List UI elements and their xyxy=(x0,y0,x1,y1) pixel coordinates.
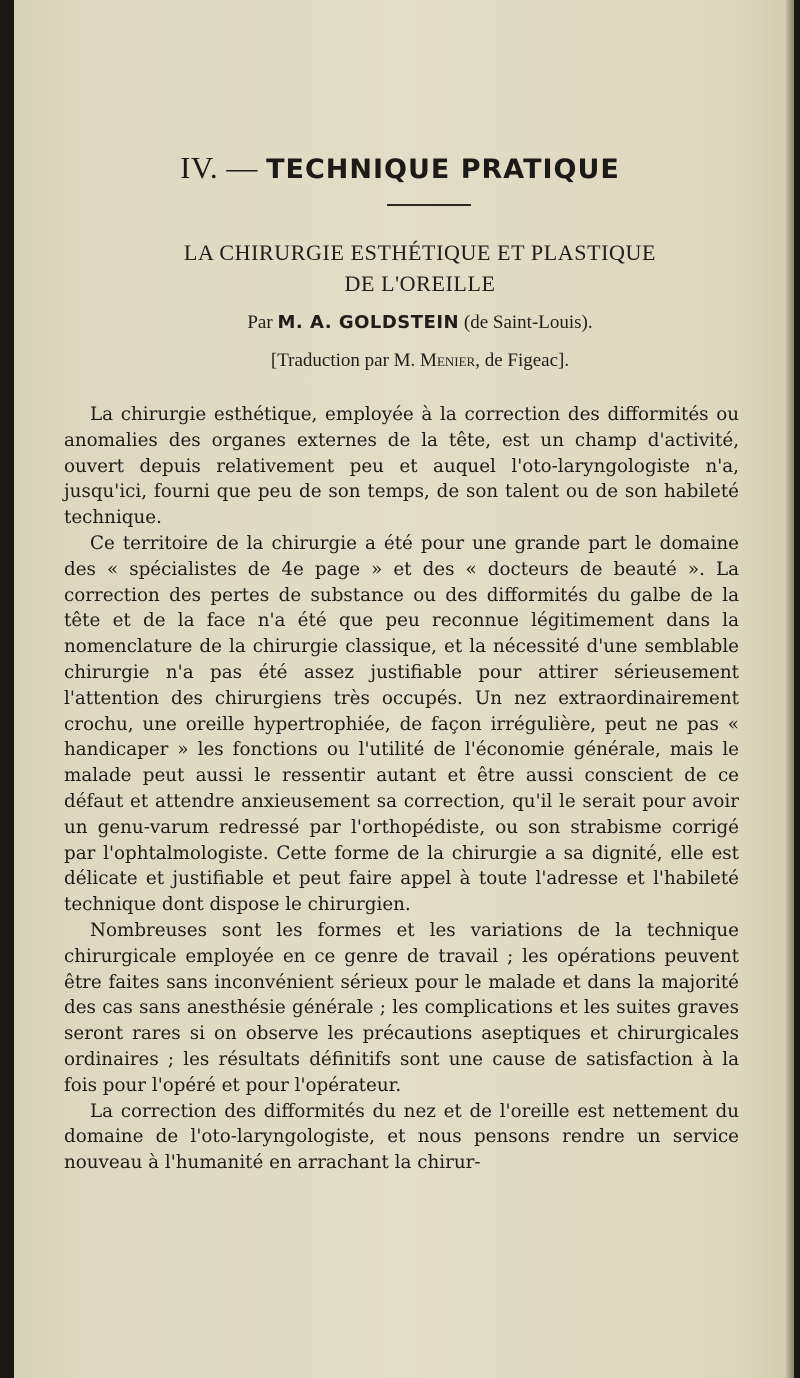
section-title-text: TECHNIQUE PRATIQUE xyxy=(266,154,620,185)
paragraph: La chirurgie esthétique, employée à la correction des difformités ou anomalies des organes externes de la tête, est un champ d'activité, ouvert depuis relativement peu et auquel l'oto-laryngologiste n'a, jusqu'ici, fourni que peu de son temps, de son talent ou de son habileté technique. xyxy=(64,404,739,529)
article-title-line-1: LA CHIRURGIE ESTHÉTIQUE ET PLASTIQUE xyxy=(183,240,657,265)
byline xyxy=(0,312,800,334)
section-title xyxy=(0,150,800,186)
translator-name: Menier xyxy=(420,350,476,371)
article-body xyxy=(64,402,739,1176)
article-title-line-2: DE L'OREILLE xyxy=(344,271,496,296)
paragraph: La correction des difformités du nez et de l'oreille est nettement du domaine de l'oto-laryngologiste, et nous pensons rendre un service nouveau à l'humanité en arrachant la chirur- xyxy=(64,1100,739,1174)
author-name: M. A. GOLDSTEIN xyxy=(277,312,460,333)
translation-suffix: , de Figeac]. xyxy=(475,350,570,371)
paragraph: Ce territoire de la chirurgie a été pour une grande part le domaine des « spécialistes de 4e page » et des « docteurs de beauté ». La correction des pertes de substance ou des difformités du galbe de la tête et de la face n'a été que peu reconnue légitimement dans la nomenclature de la chirurgie classique, et la nécessité d'une semblable chirurgie n'a pas été assez justifiable pour attirer sérieusement l'attention des chirurgiens très occupés. Un nez extraordinairement crochu, une oreille hypertrophiée, de façon irrégulière, peut ne pas « handicaper » les fonctions ou l'utilité de l'économie générale, mais le malade peut aussi le ressentir autant et être aussi conscient de ce défaut et attendre anxieusement sa correction, qu'il le serait pour avoir un genu-varum redressé par l'orthopédiste, ou son strabisme corrigé par l'ophtalmologiste. Cette forme de la chirurgie a sa dignité, elle est délicate et justifiable et peut faire appel à toute l'adresse et l'habileté technique dont dispose le chirurgien. xyxy=(64,532,739,916)
byline-prefix: Par xyxy=(247,312,273,333)
author-affiliation: (de Saint-Louis). xyxy=(463,312,593,333)
translation-prefix: [Traduction par M. xyxy=(270,350,416,371)
section-number: IV. xyxy=(180,150,219,185)
paragraph: Nombreuses sont les formes et les variations de la technique chirurgicale employée en ce genre de travail ; les opérations peuvent être faites sans inconvénient sérieux pour le malade et dans la majorité des cas sans anesthésie générale ; les complications et les suites graves seront rares si on observe les précautions aseptiques et chirurgicales ordinaires ; les résultats définitifs sont une cause de satisfaction à la fois pour l'opéré et pour l'opérateur. xyxy=(64,919,739,1096)
page-edge-shadow xyxy=(786,0,794,1378)
title-divider xyxy=(387,204,471,206)
section-dash: — xyxy=(226,150,258,185)
translation-credit xyxy=(0,350,800,372)
